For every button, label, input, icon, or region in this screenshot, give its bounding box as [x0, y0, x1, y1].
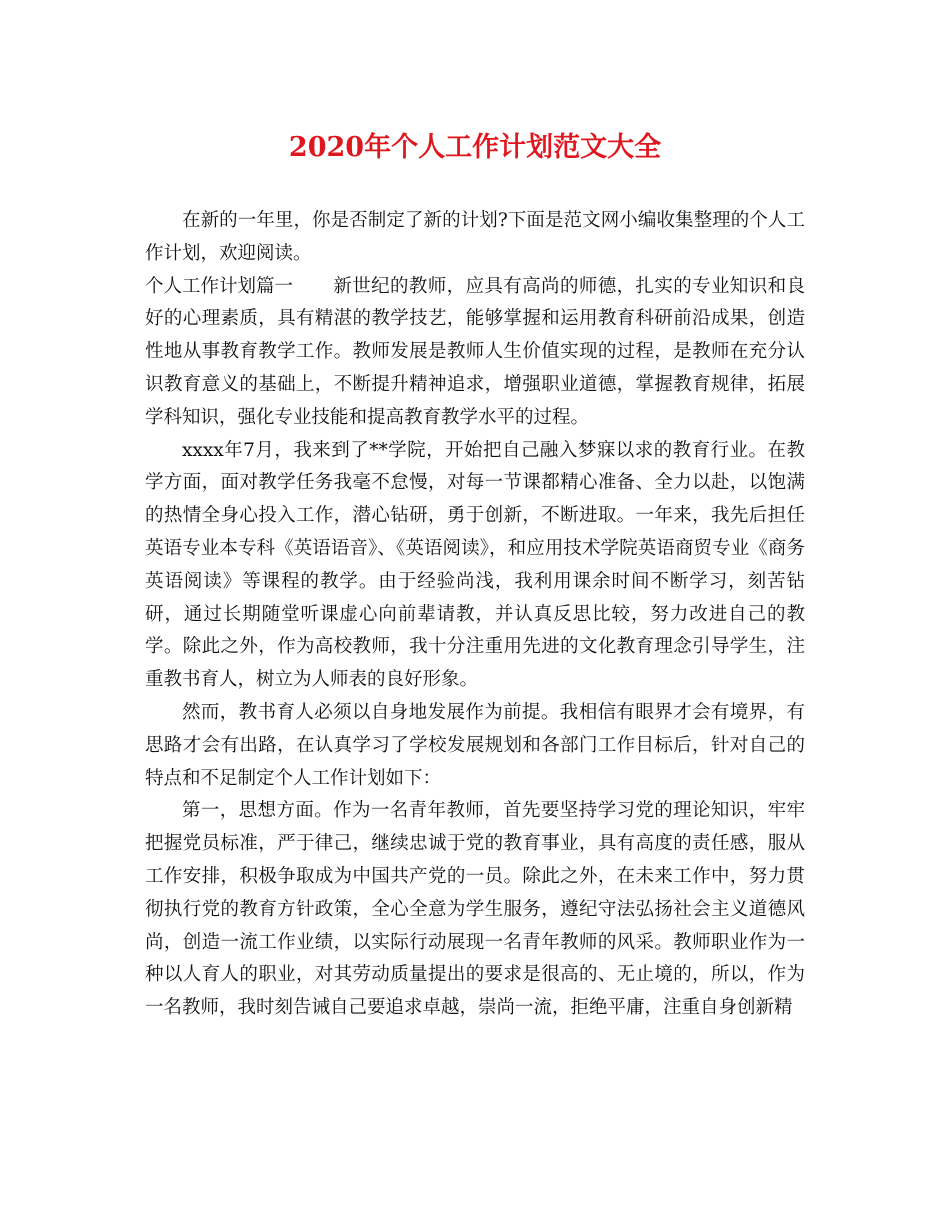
section-heading: 个人工作计划篇一 — [145, 275, 294, 297]
paragraph-intro — [145, 205, 805, 271]
paragraph-text: xxxx年7月，我来到了**学院，开始把自己融入梦寐以求的教育行业。在教学方面，面对教学任务我毫不怠慢，对每一节课都精心准备、全力以赴，以饱满的热情全身心投入工作，潜心钻研，勇于创新，不断进取。一年来，我先后担任英语专业本专科《英语语音》、《英语阅读》，和应用技术学院英语商贸专业《商务英语阅读》等课程的教学。由于经验尚浅，我利用课余时间不断学习，刻苦钻研，通过长期随堂听课虚心向前辈请教，并认真反思比较，努力改进自己的教学。除此之外，作为高校教师，我十分注重用先进的文化教育理念引导学生，注重教书育人，树立为人师表的良好形象。 — [145, 439, 805, 691]
paragraph-text: 在新的一年里，你是否制定了新的计划?下面是范文网小编收集整理的个人工作计划，欢迎阅读。 — [145, 210, 805, 264]
page-title: 2020年个人工作计划范文大全 — [288, 132, 662, 163]
paragraph-teaching — [145, 435, 805, 697]
paragraph-section-one — [145, 271, 805, 435]
paragraph-text: 然而，教书育人必须以自身地发展作为前提。我相信有眼界才会有境界，有思路才会有出路，在认真学习了学校发展规划和各部门工作目标后，针对自己的特点和不足制定个人工作计划如下： — [145, 701, 805, 789]
paragraph-ideology — [145, 795, 805, 1025]
paragraph-text: 新世纪的教师，应具有高尚的师德，扎实的专业知识和良好的心理素质，具有精湛的教学技艺，能够掌握和运用教育科研前沿成果，创造性地从事教育教学工作。教师发展是教师人生价值实现的过程，是教师在充分认识教育意义的基础上，不断提升精神追求，增强职业道德，掌握教育规律，拓展学科知识，强化专业技能和提高教育教学水平的过程。 — [145, 275, 805, 428]
paragraph-development — [145, 697, 805, 795]
document-body — [145, 205, 805, 1025]
paragraph-text: 第一，思想方面。作为一名青年教师，首先要坚持学习党的理论知识，牢牢把握党员标准，严于律己，继续忠诚于党的教育事业，具有高度的责任感，服从工作安排，积极争取成为中国共产党的一员。除此之外，在未来工作中，努力贯彻执行党的教育方针政策，全心全意为学生服务，遵纪守法弘扬社会主义道德风尚，创造一流工作业绩，以实际行动展现一名青年教师的风采。教师职业作为一种以人育人的职业，对其劳动质量提出的要求是很高的、无止境的，所以，作为一名教师，我时刻告诫自己要追求卓越，崇尚一流，拒绝平庸，注重自身创新精 — [145, 800, 805, 1019]
